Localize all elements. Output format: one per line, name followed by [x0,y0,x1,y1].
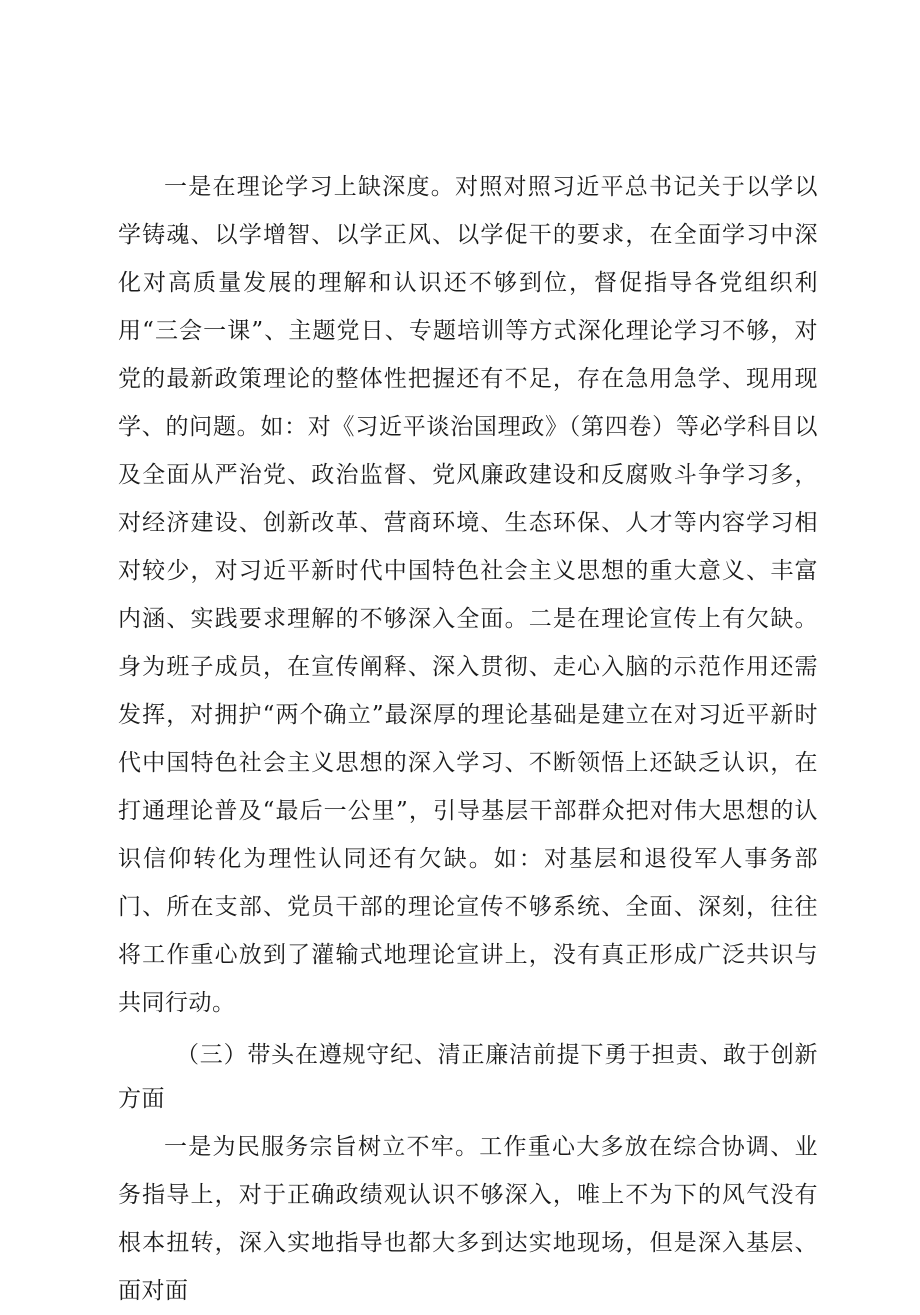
body-paragraph: 一是在理论学习上缺深度。对照对照习近平总书记关于以学以学铸魂、以学增智、以学正风、以学促干的要求，在全面学习中深化对高质量发展的理解和认识还不够到位，督促指导各党组织利用“三会一课”、主题党日、专题培训等方式深化理论学习不够，对党的最新政策理论的整体性把握还有不足，存在急用急学、现用现学、的问题。如：对《习近平谈治国理政》（第四卷）等必学科目以及全面从严治党、政治监督、党风廉政建设和反腐败斗争学习多，对经济建设、创新改革、营商环境、生态环保、人才等内容学习相对较少，对习近平新时代中国特色社会主义思想的重大意义、丰富内涵、实践要求理解的不够深入全面。二是在理论宣传上有欠缺。身为班子成员，在宣传阐释、深入贯彻、走心入脑的示范作用还需发挥，对拥护“两个确立”最深厚的理论基础是建立在对习近平新时代中国特色社会主义思想的深入学习、不断领悟上还缺乏认识，在打通理论普及“最后一公里”，引导基层干部群众把对伟大思想的认识信仰转化为理性认同还有欠缺。如：对基层和退役军人事务部门、所在支部、党员干部的理论宣传不够系统、全面、深刻，往往将工作重心放到了灌输式地理论宣讲上，没有真正形成广泛共识与共同行动。 [118,174,818,1016]
body-paragraph: 一是为民服务宗旨树立不牢。工作重心大多放在综合协调、业务指导上，对于正确政绩观认识不够深入，唯上不为下的风气没有根本扭转，深入实地指导也都大多到达实地现场，但是深入基层、面对面 [118,1134,818,1304]
section-heading: （三）带头在遵规守纪、清正廉洁前提下勇于担责、敢于创新方面 [118,1042,818,1112]
document-body [118,163,818,1315]
